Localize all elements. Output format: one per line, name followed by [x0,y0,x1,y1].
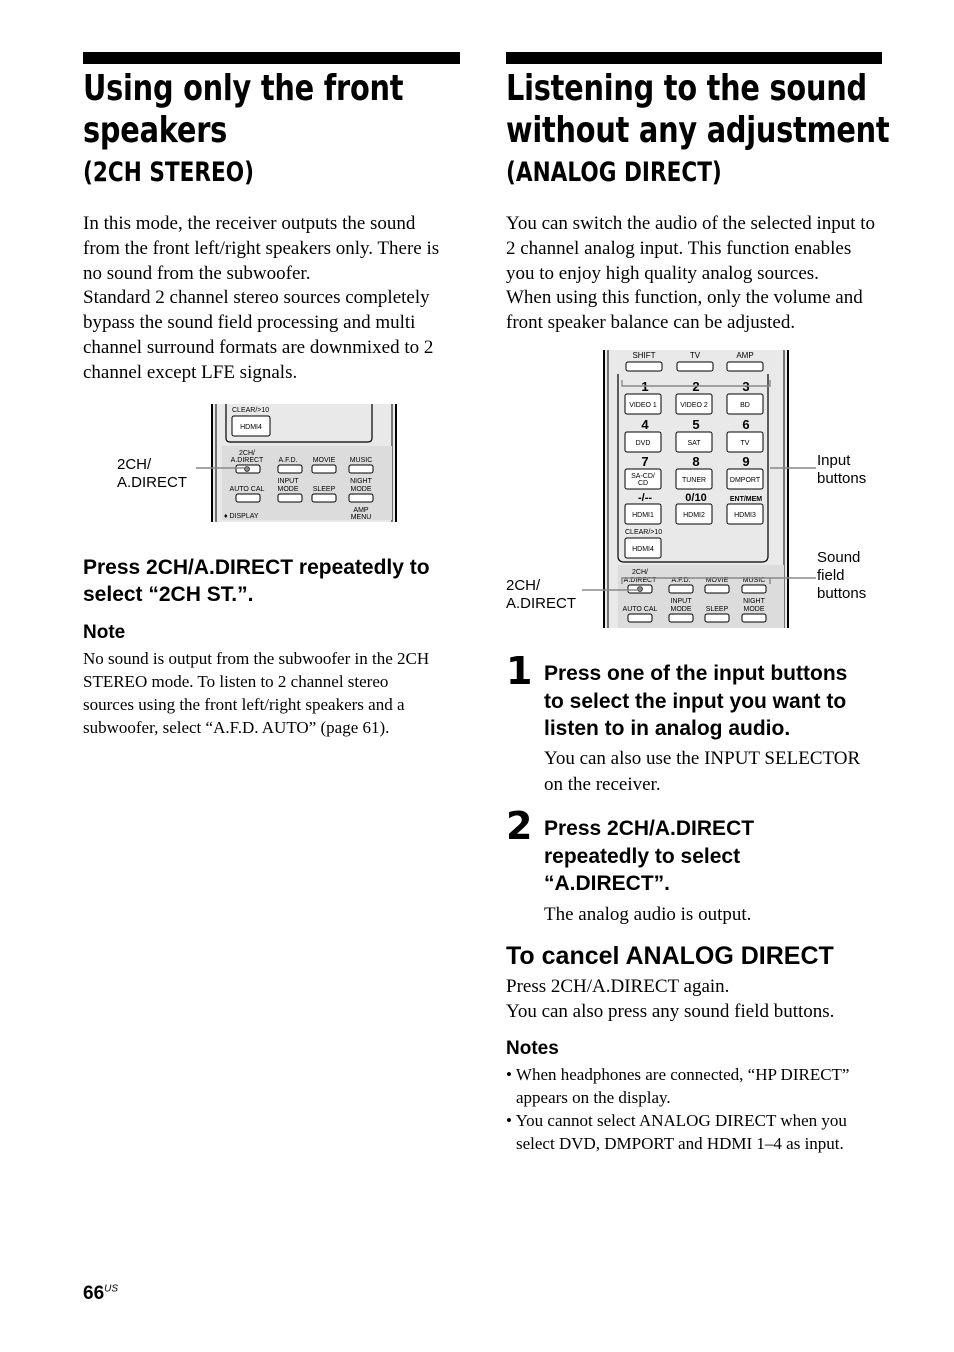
auto-cal-button[interactable] [236,494,260,502]
intro-line: 2 channel analog input. This function enables [506,237,852,259]
clear-label: CLEAR/>10 [625,529,663,536]
sound-field-callout [817,549,866,603]
right-title-line-2: without any adjustment [506,110,890,151]
btn-label: DMPORT [729,477,761,484]
top-label: TV [689,351,701,360]
step-2-number: 2 [506,804,533,848]
right-title-line-1: Listening to the sound [506,68,867,109]
night-mode-button[interactable] [742,614,766,622]
digit-label: 1 [641,379,649,394]
step-1-number: 1 [506,649,533,693]
step-heading-line: Press one of the input buttons [544,662,848,685]
btn-label: MOVIE [705,577,729,584]
step-1-heading [544,660,847,743]
afd-button[interactable] [278,465,302,473]
digit-label: 3 [742,379,750,394]
digit-label: 6 [742,417,750,432]
digit-label: ENT/MEM [729,496,763,503]
btn-label: INPUT [670,598,692,605]
input-buttons-callout [817,452,866,488]
note-line: • You cannot select ANALOG DIRECT when you [506,1111,847,1130]
cancel-line: You can also press any sound field buttons. [506,1000,835,1022]
btn-label: SAT [687,440,701,447]
left-subtitle: (2CH STEREO) [83,157,255,188]
btn-label: 2CH/ [632,569,648,576]
btn-label: TV [740,440,750,447]
btn-label: AUTO CAL [622,606,658,613]
input-mode-button[interactable] [278,494,302,502]
callout-line: Sound [817,549,861,566]
note-line: appears on the display. [516,1088,671,1107]
btn-label: A.F.D. [278,457,298,464]
btn-label: NIGHT [743,598,765,605]
btn-label: HDMI2 [683,512,705,519]
digit-label: 2 [692,379,700,394]
page-number-value: 66 [83,1283,105,1304]
digit-label: 0/10 [685,492,707,504]
intro-line: bypass the sound field processing and multi [83,312,416,334]
afd-button[interactable] [669,585,693,593]
btn-label: CD [637,480,649,487]
page-number [83,1283,118,1305]
note-item [506,1109,886,1155]
callout-line: 2CH/ [117,456,152,473]
note-line: STEREO mode. To listen to 2 channel stereo [83,672,389,691]
instruction-line: select “2CH ST.”. [83,583,254,606]
btn-label: A.DIRECT [623,577,657,584]
note-line: sources using the front left/right speakers and a [83,695,405,714]
btn-label: AMP [353,507,369,514]
cancel-line: Press 2CH/A.DIRECT again. [506,976,730,997]
right-heading-rule [506,52,882,64]
digit-label: 4 [641,417,649,432]
intro-line: In this mode, the receiver outputs the sound [83,213,416,234]
remote-small-illustration [190,402,400,524]
step-heading-line: listen to in analog audio. [544,717,791,740]
step-1-body [544,746,860,798]
btn-label: TUNER [681,477,707,484]
btn-label: HDMI3 [734,512,756,519]
top-label: SHIFT [632,351,656,360]
music-button[interactable] [349,465,373,473]
step-body-line: on the receiver. [544,774,661,795]
movie-button[interactable] [312,465,336,473]
callout-line: 2CH/ [506,577,541,594]
clear-label: CLEAR/>10 [232,407,270,414]
music-button[interactable] [742,585,766,593]
step-heading-line: Press 2CH/A.DIRECT [544,817,755,840]
callout-line: A.DIRECT [506,595,577,612]
auto-cal-button[interactable] [628,614,652,622]
callout-line: Input [817,452,851,469]
btn-label: HDMI1 [632,512,654,519]
btn-label: SLEEP [705,606,729,613]
btn-label: SA-CD/ [631,473,655,480]
page-number-suffix: US [104,1283,119,1295]
sleep-button[interactable] [705,614,729,622]
instruction-line: Press 2CH/A.DIRECT repeatedly to [83,556,430,579]
btn-label: AUTO CAL [229,486,265,493]
digit-label: 7 [641,454,649,469]
step-heading-line: repeatedly to select [544,844,741,868]
night-mode-button[interactable] [349,494,373,502]
cancel-body [506,975,834,1025]
digit-label: 9 [742,454,750,469]
btn-label: MODE [277,486,299,493]
callout-line: buttons [817,585,867,602]
note-line: subwoofer, select “A.F.D. AUTO” (page 61). [83,718,390,737]
intro-line: you to enjoy high quality analog sources. [506,262,819,284]
intro-line: channel surround formats are downmixed to 2 [83,336,434,358]
btn-label: INPUT [277,478,299,485]
digit-label: 8 [692,454,700,469]
btn-label: NIGHT [350,478,372,485]
digit-label: 5 [692,417,700,432]
remote-large-illustration [580,350,820,630]
hdmi4-label: HDMI4 [240,424,262,431]
btn-label: SLEEP [312,486,336,493]
btn-label: MODE [350,486,372,493]
btn-label: A.F.D. [671,577,691,584]
step-body-line: The analog audio is output. [544,904,752,925]
left-title-line-1: Using only the front [83,68,404,109]
btn-label: DVD [635,440,651,447]
shift-button[interactable] [626,362,662,371]
right-subtitle: (ANALOG DIRECT) [506,157,722,188]
left-intro [83,212,463,386]
left-note-heading: Note [83,622,126,643]
note-item [506,1063,886,1109]
callout-line: A.DIRECT [117,474,188,491]
btn-label: BD [740,402,750,409]
notes-list [506,1063,886,1155]
intro-line: When using this function, only the volume and [506,287,863,309]
left-note-body [83,647,463,739]
left-callout-2ch [117,456,187,492]
left-heading-rule [83,52,460,64]
notes-heading: Notes [506,1038,559,1059]
intro-line: channel except LFE signals. [83,361,298,383]
btn-label: VIDEO 2 [680,402,708,409]
cancel-heading: To cancel ANALOG DIRECT [506,942,834,970]
intro-line: You can switch the audio of the selected input to [506,213,876,234]
btn-label: A.DIRECT [230,457,264,464]
amp-button[interactable] [727,362,763,371]
note-line: No sound is output from the subwoofer in the 2CH [83,649,430,668]
step-heading-line: “A.DIRECT”. [544,872,670,895]
left-title-line-2: speakers [83,110,228,151]
note-line: • When headphones are connected, “HP DIRECT” [506,1065,850,1084]
btn-label: MENU [350,514,372,521]
btn-label: MODE [743,606,765,613]
step-2-heading [544,815,754,898]
btn-label: MUSIC [742,577,766,584]
left-instruction [83,554,430,608]
btn-label: HDMI4 [632,546,654,553]
callout-line: field [817,567,845,584]
tv-button[interactable] [677,362,713,371]
intro-line: from the front left/right speakers only. There is [83,237,440,259]
top-label: AMP [736,351,754,360]
step-heading-line: to select the input you want to [544,689,847,713]
intro-line: Standard 2 channel stereo sources completely [83,287,430,309]
btn-label: MUSIC [349,457,373,464]
sleep-button[interactable] [312,494,336,502]
input-mode-button[interactable] [669,614,693,622]
display-label: ♦ DISPLAY [224,513,259,520]
intro-line: no sound from the subwoofer. [83,262,311,284]
btn-label: 2CH/ [239,450,255,457]
digit-label: -/-- [637,492,653,504]
movie-button[interactable] [705,585,729,593]
btn-label: MOVIE [312,457,336,464]
right-callout-2ch [506,577,576,613]
btn-label: VIDEO 1 [629,402,657,409]
right-intro [506,212,886,336]
step-body-line: You can also use the INPUT SELECTOR [544,748,861,769]
step-2-body [544,902,751,928]
callout-line: buttons [817,470,867,487]
note-line: select DVD, DMPORT and HDMI 1–4 as input. [516,1134,844,1153]
btn-label: MODE [670,606,692,613]
intro-line: front speaker balance can be adjusted. [506,312,796,334]
